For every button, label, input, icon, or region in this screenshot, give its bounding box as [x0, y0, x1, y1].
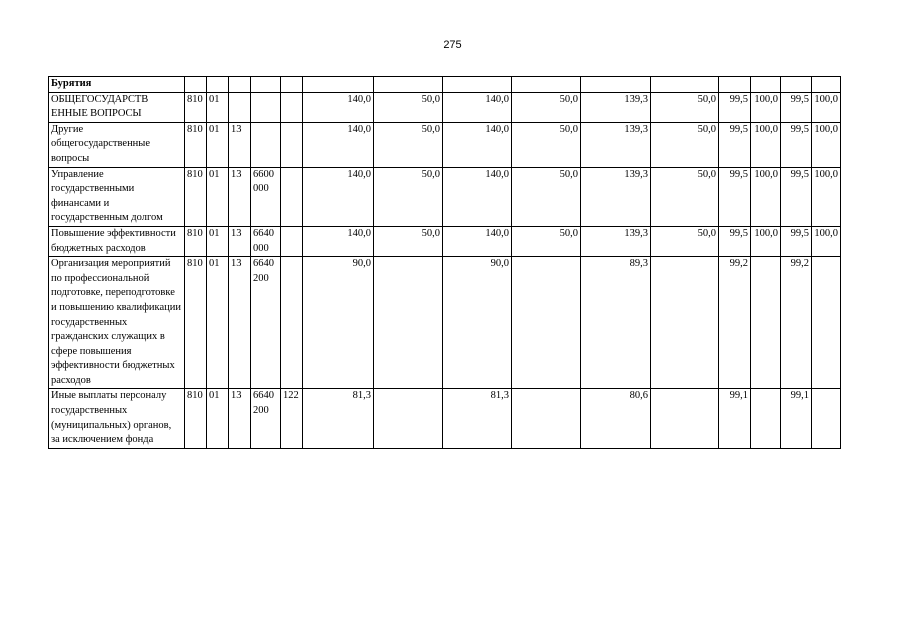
- row-name-cell: Иные выплаты персоналу государственных (муниципальных) органов, за исключением фонда: [49, 389, 185, 448]
- row-name-cell: Управление государственными финансами и государственным долгом: [49, 167, 185, 226]
- value-cell: 50,0: [512, 92, 581, 122]
- value-cell: 140,0: [443, 167, 512, 226]
- target-code-cell: 6640 200: [251, 389, 281, 448]
- value-cell: 139,3: [581, 167, 651, 226]
- table-cell: [443, 77, 512, 93]
- value-cell: 81,3: [443, 389, 512, 448]
- ministry-code-cell: 810: [185, 167, 207, 226]
- table-row: [49, 226, 841, 256]
- table-cell: [251, 77, 281, 93]
- value-cell: 50,0: [512, 226, 581, 256]
- value-cell: [751, 257, 781, 389]
- value-cell: 90,0: [303, 257, 374, 389]
- expense-type-cell: 122: [281, 389, 303, 448]
- value-cell: 100,0: [812, 167, 841, 226]
- table-row: [49, 122, 841, 167]
- value-cell: 100,0: [812, 226, 841, 256]
- value-cell: 80,6: [581, 389, 651, 448]
- value-cell: 100,0: [812, 92, 841, 122]
- value-cell: 140,0: [303, 167, 374, 226]
- value-cell: 139,3: [581, 122, 651, 167]
- value-cell: [651, 389, 719, 448]
- section-code-cell: 01: [207, 122, 229, 167]
- value-cell: 89,3: [581, 257, 651, 389]
- row-name-cell: Другие общегосударственные вопросы: [49, 122, 185, 167]
- ministry-code-cell: 810: [185, 257, 207, 389]
- value-cell: 140,0: [303, 226, 374, 256]
- value-cell: 100,0: [751, 167, 781, 226]
- section-code-cell: 01: [207, 257, 229, 389]
- value-cell: 99,5: [719, 122, 751, 167]
- value-cell: 100,0: [751, 122, 781, 167]
- value-cell: 99,1: [719, 389, 751, 448]
- subsection-code-cell: 13: [229, 226, 251, 256]
- ministry-code-cell: 810: [185, 226, 207, 256]
- table-cell: [581, 77, 651, 93]
- value-cell: [374, 257, 443, 389]
- page-number: 275: [443, 39, 462, 51]
- expense-type-cell: [281, 257, 303, 389]
- section-code-cell: 01: [207, 92, 229, 122]
- table-cell: [374, 77, 443, 93]
- value-cell: [812, 257, 841, 389]
- region-header-row: [49, 77, 841, 93]
- value-cell: 139,3: [581, 226, 651, 256]
- subsection-code-cell: 13: [229, 122, 251, 167]
- target-code-cell: [251, 92, 281, 122]
- expense-type-cell: [281, 122, 303, 167]
- value-cell: 99,5: [781, 122, 812, 167]
- value-cell: 99,5: [781, 92, 812, 122]
- value-cell: 50,0: [651, 226, 719, 256]
- table-row: [49, 257, 841, 389]
- value-cell: 99,5: [719, 167, 751, 226]
- value-cell: 99,2: [719, 257, 751, 389]
- value-cell: 50,0: [374, 92, 443, 122]
- ministry-code-cell: 810: [185, 122, 207, 167]
- value-cell: 50,0: [651, 122, 719, 167]
- table-row: [49, 389, 841, 448]
- section-code-cell: 01: [207, 389, 229, 448]
- value-cell: 50,0: [512, 122, 581, 167]
- value-cell: [512, 389, 581, 448]
- value-cell: 99,2: [781, 257, 812, 389]
- value-cell: 99,5: [781, 226, 812, 256]
- table-cell: [185, 77, 207, 93]
- subsection-code-cell: 13: [229, 167, 251, 226]
- subsection-code-cell: 13: [229, 389, 251, 448]
- target-code-cell: 6640 200: [251, 257, 281, 389]
- target-code-cell: 6600 000: [251, 167, 281, 226]
- value-cell: 81,3: [303, 389, 374, 448]
- value-cell: 100,0: [751, 226, 781, 256]
- value-cell: 99,5: [719, 92, 751, 122]
- ministry-code-cell: 810: [185, 389, 207, 448]
- table-cell: [207, 77, 229, 93]
- table-cell: [303, 77, 374, 93]
- value-cell: 50,0: [374, 167, 443, 226]
- value-cell: 50,0: [651, 167, 719, 226]
- row-name-cell: Организация мероприятий по профессиональной подготовке, переподготовке и повышению квалификации государственных гражданских служащих в сфере повышения эффективности бюджетных расходов: [49, 257, 185, 389]
- value-cell: [751, 389, 781, 448]
- value-cell: [812, 389, 841, 448]
- value-cell: 50,0: [512, 167, 581, 226]
- value-cell: [374, 389, 443, 448]
- value-cell: 140,0: [443, 226, 512, 256]
- target-code-cell: [251, 122, 281, 167]
- table-cell: [719, 77, 751, 93]
- table-row: [49, 167, 841, 226]
- value-cell: 100,0: [812, 122, 841, 167]
- value-cell: 50,0: [651, 92, 719, 122]
- subsection-code-cell: 13: [229, 257, 251, 389]
- value-cell: 99,5: [781, 167, 812, 226]
- expense-type-cell: [281, 167, 303, 226]
- value-cell: 140,0: [303, 92, 374, 122]
- table-cell: [781, 77, 812, 93]
- value-cell: 90,0: [443, 257, 512, 389]
- table-cell: [651, 77, 719, 93]
- value-cell: 100,0: [751, 92, 781, 122]
- budget-table: [48, 76, 841, 449]
- target-code-cell: 6640 000: [251, 226, 281, 256]
- row-name-cell: ОБЩЕГОСУДАРСТВ ЕННЫЕ ВОПРОСЫ: [49, 92, 185, 122]
- value-cell: 139,3: [581, 92, 651, 122]
- table-cell: [229, 77, 251, 93]
- subsection-code-cell: [229, 92, 251, 122]
- value-cell: 50,0: [374, 122, 443, 167]
- section-code-cell: 01: [207, 226, 229, 256]
- table-cell: [751, 77, 781, 93]
- value-cell: [651, 257, 719, 389]
- value-cell: 140,0: [443, 92, 512, 122]
- ministry-code-cell: 810: [185, 92, 207, 122]
- table-cell: [512, 77, 581, 93]
- value-cell: 140,0: [443, 122, 512, 167]
- value-cell: 50,0: [374, 226, 443, 256]
- region-header: Бурятия: [49, 77, 185, 93]
- value-cell: 140,0: [303, 122, 374, 167]
- table-row: [49, 92, 841, 122]
- table-cell: [812, 77, 841, 93]
- row-name-cell: Повышение эффективности бюджетных расходов: [49, 226, 185, 256]
- value-cell: 99,1: [781, 389, 812, 448]
- value-cell: 99,5: [719, 226, 751, 256]
- value-cell: [512, 257, 581, 389]
- table-cell: [281, 77, 303, 93]
- expense-type-cell: [281, 92, 303, 122]
- section-code-cell: 01: [207, 167, 229, 226]
- expense-type-cell: [281, 226, 303, 256]
